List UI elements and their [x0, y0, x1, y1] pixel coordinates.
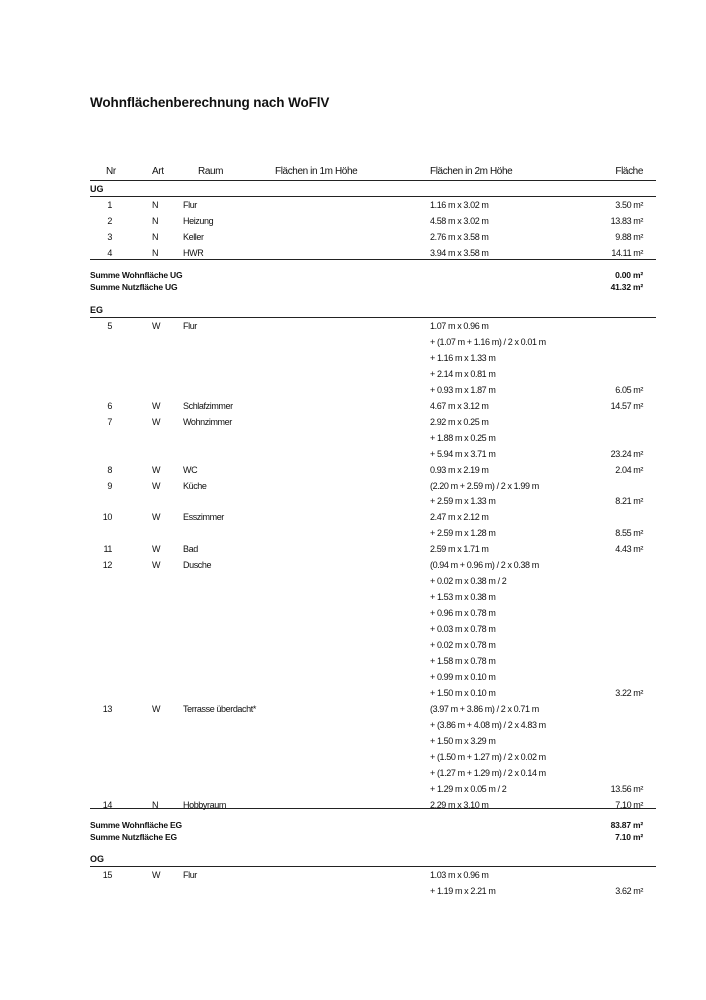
cell-art: W	[152, 416, 161, 427]
table-row	[90, 200, 656, 216]
cell-raum: HWR	[183, 247, 204, 258]
summary-value: 41.32 m²	[610, 282, 643, 292]
cell-raum: WC	[183, 464, 198, 475]
cell-art: N	[152, 215, 159, 226]
cell-nr: 12	[102, 560, 112, 571]
cell-flaechen-2m: + 0.96 m x 0.78 m	[430, 608, 496, 619]
summary-label: Summe Wohnfläche EG	[90, 820, 182, 830]
summary-label: Summe Nutzfläche EG	[90, 832, 177, 842]
table-row	[90, 800, 656, 816]
cell-raum: Heizung	[183, 215, 214, 226]
table-row	[90, 449, 656, 465]
section-ug: UG	[90, 184, 104, 194]
cell-flaeche: 9.88 m²	[615, 231, 643, 242]
cell-flaechen-2m: + 1.58 m x 0.78 m	[430, 656, 496, 666]
cell-art: N	[152, 231, 159, 242]
table-row	[90, 886, 656, 902]
cell-flaechen-2m: + 1.50 m x 3.29 m	[430, 735, 496, 746]
table-row	[90, 512, 656, 528]
cell-nr: 11	[103, 544, 112, 555]
cell-flaechen-2m: 1.03 m x 0.96 m	[430, 870, 489, 880]
cell-flaechen-2m: + (1.50 m + 1.27 m) / 2 x 0.02 m	[430, 751, 546, 762]
cell-flaechen-2m: + (1.27 m + 1.29 m) / 2 x 0.14 m	[430, 767, 546, 778]
cell-art: N	[152, 799, 159, 810]
table-row	[90, 592, 656, 608]
table-row	[90, 465, 656, 481]
table-header	[90, 166, 656, 180]
cell-flaeche: 4.43 m²	[615, 544, 643, 555]
cell-raum: Küche	[183, 480, 207, 491]
cell-flaechen-2m: + (1.07 m + 1.16 m) / 2 x 0.01 m	[430, 336, 546, 347]
cell-nr: 15	[102, 870, 112, 880]
cell-flaechen-2m: (0.94 m + 0.96 m) / 2 x 0.38 m	[430, 560, 539, 571]
cell-flaeche: 6.05 m²	[615, 384, 643, 395]
cell-flaechen-2m: + 0.02 m x 0.78 m	[430, 640, 496, 650]
summary-label: Summe Nutzfläche UG	[90, 282, 178, 292]
cell-flaechen-2m: + 1.88 m x 0.25 m	[430, 432, 496, 443]
cell-flaeche: 13.83 m²	[610, 215, 643, 226]
cell-raum: Dusche	[183, 560, 212, 571]
cell-flaeche: 3.50 m²	[615, 200, 643, 210]
cell-nr: 6	[107, 400, 112, 411]
cell-flaechen-2m: + 1.16 m x 1.33 m	[430, 352, 496, 363]
table-row	[90, 353, 656, 369]
table-row	[90, 608, 656, 624]
cell-art: W	[152, 321, 161, 331]
summary-value: 7.10 m²	[615, 832, 643, 842]
cell-nr: 7	[107, 416, 112, 427]
cell-flaeche: 23.24 m²	[610, 448, 643, 459]
cell-flaechen-2m: 3.94 m x 3.58 m	[430, 247, 489, 258]
cell-art: N	[152, 200, 159, 210]
cell-raum: Flur	[183, 200, 197, 210]
table-row	[90, 337, 656, 353]
cell-nr: 8	[107, 464, 112, 475]
table-row	[90, 369, 656, 385]
cell-flaechen-2m: + 2.59 m x 1.33 m	[430, 496, 496, 507]
cell-flaechen-2m: + 0.02 m x 0.38 m / 2	[430, 576, 507, 587]
table-row	[90, 216, 656, 232]
cell-art: W	[152, 400, 161, 411]
cell-raum: Terrasse überdacht*	[183, 703, 256, 714]
table-row	[90, 784, 656, 800]
cell-art: W	[152, 870, 161, 880]
header-nr: Nr	[106, 166, 116, 177]
cell-raum: Schlafzimmer	[183, 400, 233, 411]
cell-nr: 13	[102, 703, 112, 714]
cell-flaechen-2m: + 5.94 m x 3.71 m	[430, 448, 496, 459]
table-row	[90, 560, 656, 576]
cell-flaechen-2m: (3.97 m + 3.86 m) / 2 x 0.71 m	[430, 703, 539, 714]
cell-flaeche: 3.62 m²	[615, 886, 643, 896]
cell-raum: Flur	[183, 870, 197, 880]
cell-flaechen-2m: 2.29 m x 3.10 m	[430, 799, 489, 810]
table-row	[90, 528, 656, 544]
cell-flaeche: 14.57 m²	[610, 400, 643, 411]
table-row	[90, 385, 656, 401]
section-divider	[90, 196, 656, 197]
cell-flaechen-2m: + 0.99 m x 0.10 m	[430, 671, 496, 682]
cell-flaeche: 8.21 m²	[615, 496, 643, 507]
table-row	[90, 232, 656, 248]
header-flaechen-2m: Flächen in 2m Höhe	[430, 166, 513, 177]
cell-flaechen-2m: 1.07 m x 0.96 m	[430, 321, 489, 331]
cell-nr: 3	[107, 231, 112, 242]
cell-raum: Esszimmer	[183, 512, 224, 523]
table-row	[90, 321, 656, 337]
cell-art: W	[152, 512, 161, 523]
cell-flaechen-2m: + 2.59 m x 1.28 m	[430, 528, 496, 539]
table-row	[90, 624, 656, 640]
summary-value: 83.87 m²	[610, 820, 643, 830]
cell-nr: 5	[107, 321, 112, 331]
cell-nr: 1	[107, 200, 112, 210]
cell-flaechen-2m: + 1.53 m x 0.38 m	[430, 592, 496, 603]
header-raum: Raum	[198, 166, 224, 177]
cell-flaeche: 8.55 m²	[615, 528, 643, 539]
page-title: Wohnflächenberechnung nach WoFlV	[90, 95, 330, 110]
cell-flaechen-2m: 2.76 m x 3.58 m	[430, 231, 489, 242]
table-row	[90, 656, 656, 672]
header-art: Art	[152, 166, 164, 177]
table-row	[90, 433, 656, 449]
cell-art: W	[152, 703, 161, 714]
cell-flaechen-2m: 1.16 m x 3.02 m	[430, 200, 489, 210]
cell-raum: Bad	[183, 544, 198, 555]
cell-nr: 14	[102, 799, 112, 810]
cell-art: W	[152, 480, 161, 491]
header-flaechen-1m: Flächen in 1m Höhe	[275, 166, 358, 177]
cell-flaechen-2m: 4.58 m x 3.02 m	[430, 215, 489, 226]
cell-flaeche: 3.22 m²	[615, 687, 643, 698]
header-flaeche: Fläche	[615, 166, 643, 177]
header-divider	[90, 180, 656, 181]
section-eg: EG	[90, 305, 104, 315]
table-row	[90, 704, 656, 720]
cell-flaechen-2m: 2.92 m x 0.25 m	[430, 416, 489, 427]
table-row	[90, 768, 656, 784]
cell-art: W	[152, 560, 161, 571]
cell-flaechen-2m: + 2.14 m x 0.81 m	[430, 368, 496, 379]
section-divider	[90, 317, 656, 318]
table-row	[90, 417, 656, 433]
cell-flaechen-2m: + 1.29 m x 0.05 m / 2	[430, 783, 507, 794]
cell-flaechen-2m: 2.47 m x 2.12 m	[430, 512, 489, 523]
cell-raum: Flur	[183, 321, 197, 331]
cell-flaechen-2m: 2.59 m x 1.71 m	[430, 544, 489, 555]
cell-raum: Wohnzimmer	[183, 416, 232, 427]
cell-art: N	[152, 247, 159, 258]
summary-label: Summe Wohnfläche UG	[90, 270, 183, 280]
cell-raum: Hobbyraum	[183, 799, 226, 810]
table-row	[90, 481, 656, 497]
cell-flaeche: 7.10 m²	[615, 799, 643, 810]
cell-flaeche: 2.04 m²	[615, 464, 643, 475]
cell-nr: 4	[107, 247, 112, 258]
table-row	[90, 736, 656, 752]
table-row	[90, 401, 656, 417]
table-row	[90, 496, 656, 512]
table-row	[90, 248, 656, 264]
cell-art: W	[152, 464, 161, 475]
cell-flaeche: 13.56 m²	[610, 783, 643, 794]
cell-flaechen-2m: + 0.03 m x 0.78 m	[430, 624, 496, 634]
cell-flaechen-2m: 4.67 m x 3.12 m	[430, 400, 489, 411]
cell-flaechen-2m: + 1.19 m x 2.21 m	[430, 886, 496, 896]
cell-nr: 10	[102, 512, 112, 523]
summary-value: 0.00 m²	[615, 270, 643, 280]
section-divider	[90, 866, 656, 867]
cell-flaechen-2m: 0.93 m x 2.19 m	[430, 464, 489, 475]
cell-art: W	[152, 544, 161, 555]
table-row	[90, 752, 656, 768]
table-row	[90, 576, 656, 592]
table-row	[90, 720, 656, 736]
table-row	[90, 672, 656, 688]
cell-flaechen-2m: (2.20 m + 2.59 m) / 2 x 1.99 m	[430, 480, 539, 491]
section-og: OG	[90, 854, 105, 864]
cell-flaechen-2m: + 0.93 m x 1.87 m	[430, 384, 496, 395]
cell-raum: Keller	[183, 231, 204, 242]
cell-flaeche: 14.11 m²	[611, 247, 643, 258]
cell-flaechen-2m: + (3.86 m + 4.08 m) / 2 x 4.83 m	[430, 719, 546, 730]
table-row	[90, 640, 656, 656]
cell-nr: 9	[107, 480, 112, 491]
cell-flaechen-2m: + 1.50 m x 0.10 m	[430, 687, 496, 698]
table-row	[90, 870, 656, 886]
table-row	[90, 688, 656, 704]
table-row	[90, 544, 656, 560]
cell-nr: 2	[107, 215, 112, 226]
